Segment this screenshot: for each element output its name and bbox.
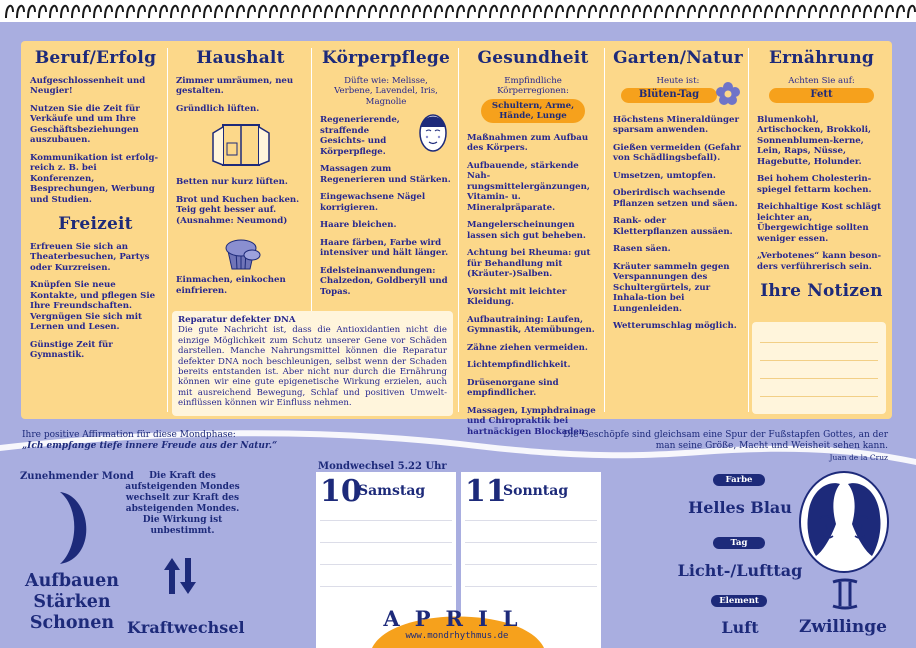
garten-title: Garten/Natur bbox=[613, 48, 743, 68]
spiral-ring bbox=[666, 6, 673, 18]
day-line bbox=[320, 564, 452, 565]
spiral-ring bbox=[512, 6, 519, 18]
spiral-ring bbox=[237, 6, 244, 18]
notes-line bbox=[760, 378, 878, 379]
affirmation-label: Ihre positive Affirmation für diese Mondphase: bbox=[22, 430, 236, 440]
day-line bbox=[320, 586, 452, 587]
spiral-ring bbox=[94, 6, 101, 18]
moon-phase-label: Zunehmender Mond bbox=[20, 471, 134, 482]
gesundheit-title: Gesundheit bbox=[477, 48, 589, 68]
tag-value: Licht-/Lufttag bbox=[677, 561, 803, 580]
spiral-ring bbox=[490, 6, 497, 18]
haushalt-item: Betten nur kurz lüften. bbox=[176, 177, 288, 187]
ernaehrung-intro: Achten Sie auf: bbox=[788, 75, 855, 86]
spiral-ring bbox=[391, 6, 398, 18]
spiral-ring bbox=[776, 6, 783, 18]
day-name: Samstag bbox=[358, 483, 426, 499]
gesundheit-item: Mangelerscheinungen lassen sich gut beheben. bbox=[467, 220, 586, 241]
ernaehrung-item: Reichhaltige Kost schlägt leichter an, Übergewichtige sollten weniger essen. bbox=[757, 202, 882, 244]
spiral-ring bbox=[325, 6, 332, 18]
spiral-ring bbox=[248, 6, 255, 18]
spiral-ring bbox=[677, 6, 684, 18]
gesundheit-item: Achtung bei Rheuma: gut für Behandlung mit (Kräuter-)Salben. bbox=[467, 248, 591, 279]
koerperpflege-title: Körperpflege bbox=[322, 48, 450, 68]
farbe-value: Helles Blau bbox=[688, 498, 792, 517]
spiral-ring bbox=[424, 6, 431, 18]
koerperpflege-item: Edelsteinanwendungen: Chalzedon, Goldberyll und Topas. bbox=[320, 265, 448, 297]
spiral-ring bbox=[886, 6, 893, 18]
beruf-item: Nutzen Sie die Zeit für Verkäufe und um Ihre Geschäftsbeziehungen auszubauen. bbox=[30, 103, 140, 145]
ernaehrung-item: „Verbotenes“ kann beson-ders verführerisch sein. bbox=[757, 251, 882, 272]
website-link[interactable]: www.mondrhythmus.de bbox=[405, 631, 509, 641]
ernaehrung-item: Bei hohem Cholesterin-spiegel fettarm kochen. bbox=[757, 174, 872, 195]
spiral-ring bbox=[567, 6, 574, 18]
freizeit-title: Freizeit bbox=[58, 214, 133, 234]
koerperpflege-item: Regenerierende, straffende Gesichts- und Körperpflege. bbox=[320, 115, 400, 157]
moon-action: Aufbauen bbox=[25, 571, 119, 591]
spiral-ring bbox=[732, 6, 739, 18]
flower-icon bbox=[715, 81, 741, 111]
garten-intro: Heute ist: bbox=[656, 75, 700, 86]
spiral-ring bbox=[116, 6, 123, 18]
dna-title: Reparatur defekter DNA bbox=[178, 315, 296, 325]
spiral-ring bbox=[105, 6, 112, 18]
kraftwechsel-label: Kraftwechsel bbox=[127, 618, 245, 637]
spiral-ring bbox=[303, 6, 310, 18]
day-number: 10 bbox=[320, 474, 362, 509]
spiral-ring bbox=[787, 6, 794, 18]
spiral-ring bbox=[809, 6, 816, 18]
spiral-ring bbox=[754, 6, 761, 18]
freizeit-item: Knüpfen Sie neue Kontakte, und pflegen Sie Ihre Freundschaften. Vergnügen Sie sich mit Lernen und Lesen. bbox=[30, 280, 156, 332]
spiral-ring bbox=[6, 6, 13, 18]
nutrient-focus-badge: Fett bbox=[769, 88, 874, 103]
column-garten bbox=[605, 41, 749, 419]
spiral-ring bbox=[688, 6, 695, 18]
spiral-ring bbox=[831, 6, 838, 18]
spiral-ring bbox=[798, 6, 805, 18]
farbe-label: Farbe bbox=[713, 474, 765, 486]
spiral-ring bbox=[446, 6, 453, 18]
spiral-ring bbox=[281, 6, 288, 18]
day-type-badge: Blüten-Tag bbox=[621, 88, 717, 103]
spiral-ring bbox=[655, 6, 662, 18]
spiral-ring bbox=[457, 6, 464, 18]
spiral-ring bbox=[479, 6, 486, 18]
spiral-ring bbox=[710, 6, 717, 18]
spiral-ring bbox=[292, 6, 299, 18]
spiral-ring bbox=[149, 6, 156, 18]
spiral-ring bbox=[50, 6, 57, 18]
spiral-ring bbox=[193, 6, 200, 18]
moon-actions bbox=[22, 571, 122, 634]
spiral-ring bbox=[578, 6, 585, 18]
spiral-ring bbox=[39, 6, 46, 18]
face-mask-icon bbox=[414, 111, 452, 161]
gemini-twins-icon bbox=[796, 470, 892, 582]
beruf-item: Kommunikation ist erfolg-reich z. B. bei Konferenzen, Besprechungen, Werbung und Studien. bbox=[30, 152, 159, 205]
spiral-ring bbox=[743, 6, 750, 18]
spiral-ring bbox=[589, 6, 596, 18]
up-down-arrows-icon bbox=[160, 556, 200, 600]
quote-author: Juan de la Cruz bbox=[829, 453, 888, 462]
spiral-ring bbox=[358, 6, 365, 18]
haushalt-title: Haushalt bbox=[196, 48, 285, 68]
dna-info-box bbox=[172, 311, 453, 416]
garten-item: Rasen säen. bbox=[613, 244, 671, 254]
koerperpflege-item: Eingewachsene Nägel korrigieren. bbox=[320, 192, 426, 213]
body-regions-badge: Schultern, Arme, Hände, Lunge bbox=[481, 99, 585, 123]
quote-text: Die Geschöpfe sind gleichsam eine Spur der Fußstapfen Gottes, an der man seine Größe, Macht und Weisheit sehen kann. bbox=[563, 430, 888, 451]
spiral-ring bbox=[138, 6, 145, 18]
spiral-ring bbox=[171, 6, 178, 18]
month-name: APRIL bbox=[383, 606, 533, 631]
spiral-ring bbox=[501, 6, 508, 18]
garten-item: Höchstens Mineraldünger sparsam anwenden. bbox=[613, 114, 740, 135]
spiral-ring bbox=[314, 6, 321, 18]
gesundheit-item: Lichtempfindlichkeit. bbox=[467, 360, 571, 370]
ernaehrung-item: Blumenkohl, Artischocken, Brokkoli, Sonnenblumen-kerne, Lein, Raps, Nüsse, Hagebutte, Holunder. bbox=[757, 114, 872, 167]
garten-item: Wetterumschlag möglich. bbox=[613, 321, 737, 331]
spiral-ring bbox=[435, 6, 442, 18]
moon-action: Stärken bbox=[33, 592, 111, 612]
spiral-ring bbox=[28, 6, 35, 18]
affirmation-text: „Ich empfange tiefe innere Freude aus der Natur.“ bbox=[22, 441, 278, 451]
cupcake-icon bbox=[176, 233, 305, 273]
spiral-ring bbox=[226, 6, 233, 18]
gesundheit-intro: Empfindliche Körperregionen: bbox=[497, 75, 569, 96]
koerperpflege-item: Haare bleichen. bbox=[320, 220, 397, 230]
spiral-ring bbox=[413, 6, 420, 18]
day-line bbox=[465, 564, 597, 565]
garten-item: Oberirdisch wachsende Pflanzen setzen und säen. bbox=[613, 188, 738, 209]
koerperpflege-item: Haare färben, Farbe wird intensiver und hält länger. bbox=[320, 237, 449, 258]
spiral-rings-icon bbox=[0, 0, 916, 22]
spiral-ring bbox=[160, 6, 167, 18]
haushalt-item: Zimmer umräumen, neu gestalten. bbox=[176, 75, 294, 96]
spiral-ring bbox=[600, 6, 607, 18]
spiral-ring bbox=[270, 6, 277, 18]
moon-change-time: Mondwechsel 5.22 Uhr bbox=[318, 461, 447, 472]
beruf-title: Beruf/Erfolg bbox=[34, 48, 157, 68]
spiral-ring bbox=[380, 6, 387, 18]
notes-line bbox=[760, 342, 878, 343]
crescent-moon-icon bbox=[42, 488, 102, 572]
spiral-ring bbox=[611, 6, 618, 18]
notizen-title: Ihre Notizen bbox=[760, 281, 883, 301]
spiral-ring bbox=[182, 6, 189, 18]
gesundheit-item: Aufbautraining: Laufen, Gymnastik, Atemübungen. bbox=[467, 314, 595, 335]
gesundheit-item: Zähne ziehen vermeiden. bbox=[467, 342, 588, 353]
spiral-ring bbox=[402, 6, 409, 18]
spiral-ring bbox=[215, 6, 222, 18]
day-line bbox=[465, 542, 597, 543]
freizeit-item: Günstige Zeit für Gymnastik. bbox=[30, 339, 113, 360]
gemini-symbol-icon bbox=[831, 578, 859, 614]
spiral-ring bbox=[699, 6, 706, 18]
spiral-ring bbox=[908, 6, 915, 18]
dna-body: Die gute Nachricht ist, dass die Antioxidantien nicht die einzige Möglichkeit zum Schutz unserer Gene vor Schäden darstellen. Manche Nahrungsmittel können die Reparatur defekter DNA noch beschleunigen, selbst wenn der Schaden bereits entstanden ist. Aber nicht nur durch die Ernährung können wir eine gute epigenetische Wirkung erzielen, auch mit ausreichend Bewegung, Schlaf und positiven Umwelt-einflüssen können wir Einfluss nehmen. bbox=[178, 325, 447, 409]
spiral-ring bbox=[765, 6, 772, 18]
spiral-ring bbox=[853, 6, 860, 18]
haushalt-item: Gründlich lüften. bbox=[176, 103, 260, 114]
spiral-ring bbox=[61, 6, 68, 18]
garten-item: Umsetzen, umtopfen. bbox=[613, 170, 716, 181]
notes-line bbox=[760, 360, 878, 361]
moon-action: Schonen bbox=[29, 613, 115, 633]
spiral-ring bbox=[644, 6, 651, 18]
notes-area[interactable] bbox=[752, 322, 886, 414]
column-beruf bbox=[22, 41, 167, 419]
zodiac-name: Zwillinge bbox=[799, 617, 887, 637]
spiral-ring bbox=[534, 6, 541, 18]
spiral-ring bbox=[259, 6, 266, 18]
spiral-ring bbox=[721, 6, 728, 18]
ernaehrung-title: Ernährung bbox=[768, 48, 874, 68]
spiral-binding bbox=[0, 0, 916, 22]
tag-label: Tag bbox=[713, 537, 765, 549]
force-description: Die Kraft des aufsteigenden Mondes wechselt zur Kraft des absteigenden Mondes. Die Wirkung ist unbestimmt. bbox=[125, 471, 240, 536]
gesundheit-item: Vorsicht mit leichter Kleidung. bbox=[467, 286, 567, 307]
spiral-ring bbox=[127, 6, 134, 18]
garten-item: Gießen vermeiden (Gefahr von Schädlingsbefall). bbox=[613, 142, 741, 163]
spiral-ring bbox=[820, 6, 827, 18]
spiral-ring bbox=[369, 6, 376, 18]
gesundheit-item: Massagen, Lymphdrainage und Chiropraktik bei hartnäckigen Blockaden. bbox=[467, 405, 596, 437]
spiral-ring bbox=[72, 6, 79, 18]
spiral-ring bbox=[347, 6, 354, 18]
spiral-ring bbox=[545, 6, 552, 18]
beruf-item: Aufgeschlossenheit und Neugier! bbox=[30, 75, 146, 96]
spiral-ring bbox=[523, 6, 530, 18]
garten-item: Rank- oder Kletterpflanzen aussäen. bbox=[613, 216, 733, 237]
day-line bbox=[465, 520, 597, 521]
element-label: Element bbox=[711, 595, 767, 607]
spiral-ring bbox=[83, 6, 90, 18]
koerperpflege-item: Massagen zum Regenerieren und Stärken. bbox=[320, 164, 451, 185]
day-name: Sonntag bbox=[503, 483, 569, 499]
gesundheit-item: Maßnahmen zum Aufbau des Körpers. bbox=[467, 132, 589, 153]
freizeit-item: Erfreuen Sie sich an Theaterbesuchen, Partys oder Kurzreisen. bbox=[30, 241, 150, 273]
haushalt-item: Einmachen, einkochen einfrieren. bbox=[176, 275, 286, 296]
spiral-ring bbox=[842, 6, 849, 18]
garten-item: Kräuter sammeln gegen Verspannungen des Schultergürtels, zur Inhala-tion bei Lungenleiden. bbox=[613, 261, 730, 314]
day-line bbox=[465, 586, 597, 587]
spiral-ring bbox=[622, 6, 629, 18]
spiral-ring bbox=[17, 6, 24, 18]
spiral-ring bbox=[864, 6, 871, 18]
column-gesundheit bbox=[459, 41, 605, 437]
spiral-ring bbox=[556, 6, 563, 18]
element-value: Luft bbox=[721, 618, 759, 637]
koerperpflege-intro: Düfte wie: Melisse, Verbene, Lavendel, Iris, Magnolie bbox=[334, 75, 438, 107]
spiral-ring bbox=[633, 6, 640, 18]
spiral-ring bbox=[897, 6, 904, 18]
day-number: 11 bbox=[465, 474, 507, 509]
day-line bbox=[320, 542, 452, 543]
notes-line bbox=[760, 396, 878, 397]
spiral-ring bbox=[336, 6, 343, 18]
gesundheit-item: Drüsenorgane sind empfindlicher. bbox=[467, 377, 559, 398]
day-line bbox=[320, 520, 452, 521]
gesundheit-item: Aufbauende, stärkende Nah-rungsmittelergänzungen, Vitamin- u. Mineralpräparate. bbox=[467, 160, 590, 213]
spiral-ring bbox=[204, 6, 211, 18]
spiral-ring bbox=[468, 6, 475, 18]
window-icon bbox=[176, 121, 305, 173]
haushalt-item: Brot und Kuchen backen. Teig geht besser auf. (Ausnahme: Neumond) bbox=[176, 194, 300, 226]
spiral-ring bbox=[875, 6, 882, 18]
